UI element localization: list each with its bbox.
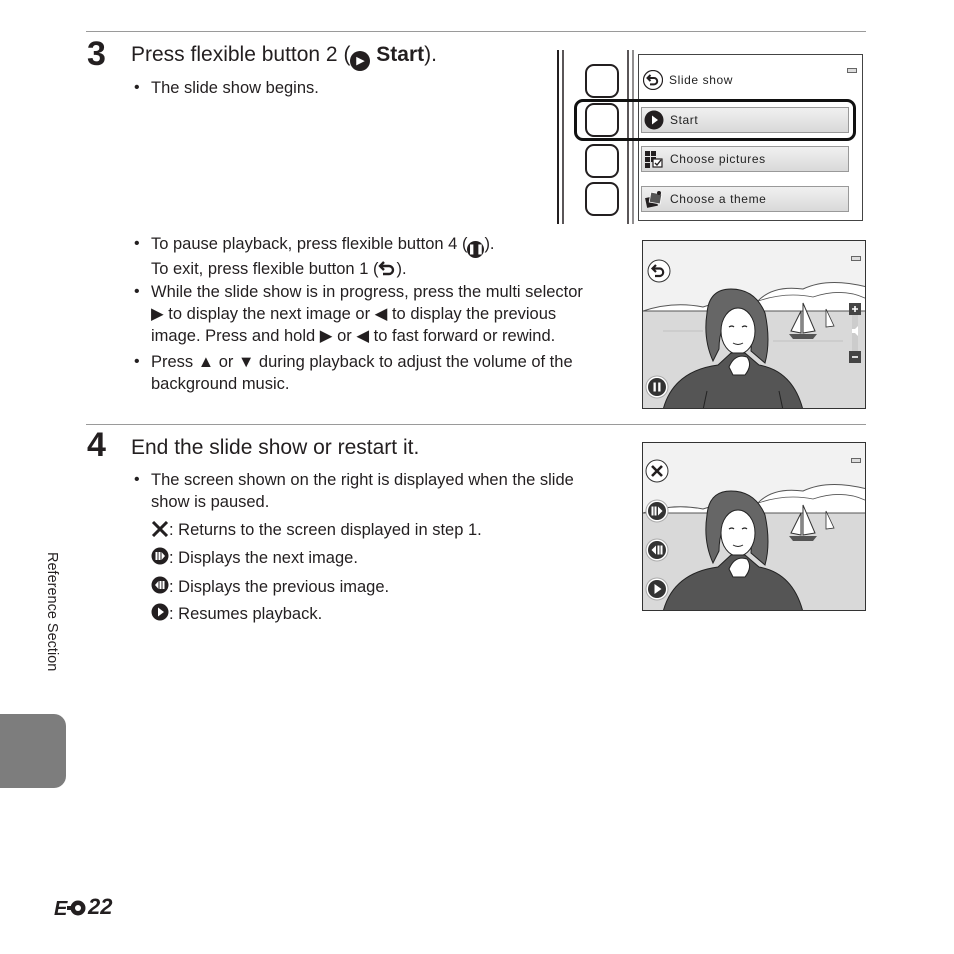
menu-title: Slide show	[669, 73, 734, 87]
step3-bullet-4: • Press ▲ or ▼ during playback to adjust the volume of the background music.	[134, 353, 573, 393]
section-tab	[0, 714, 66, 788]
step3-bullet-2: • To pause playback, press flexible button 4 (❚❚). To exit, press flexible button 1 ( ).	[134, 235, 495, 278]
return-icon	[643, 70, 663, 90]
volume-slider[interactable]	[848, 301, 862, 365]
menu-item-choose-pictures[interactable]: Choose pictures	[641, 146, 849, 172]
battery-icon	[851, 256, 861, 261]
down-arrow-icon: ▼	[237, 353, 255, 371]
up-arrow-icon: ▲	[197, 353, 215, 371]
step4-bullet-1: • The screen shown on the right is displayed when the slide show is paused.	[134, 471, 574, 511]
step4-number: 4	[87, 426, 106, 464]
play-icon[interactable]	[645, 577, 669, 601]
step4-title: End the slide show or restart it.	[131, 436, 420, 459]
step3-bullet-1: • The slide show begins.	[134, 79, 319, 97]
legend-prev: : Displays the previous image.	[151, 576, 389, 598]
photo-woman-sailboats	[643, 443, 866, 611]
menu-item-start[interactable]: Start	[641, 107, 849, 133]
legend-play: : Resumes playback.	[151, 603, 322, 625]
step3-bullet-3: • While the slide show is in progress, press the multi selector ▶ to display the next image or ◀ to display the previous image. Press and hold ▶ or ◀ to fast forward or rewind.	[134, 283, 583, 345]
next-image-icon[interactable]	[645, 499, 669, 523]
battery-icon	[851, 458, 861, 463]
pause-icon[interactable]	[645, 375, 669, 399]
page-number: E 22	[54, 894, 113, 919]
right-arrow-icon: ▶	[319, 327, 333, 345]
legend-close: : Returns to the screen displayed in step 1.	[151, 519, 482, 541]
right-arrow-icon: ▶	[151, 305, 164, 323]
next-image-icon	[151, 547, 169, 565]
previous-image-icon	[151, 576, 169, 594]
left-arrow-icon: ◀	[374, 305, 388, 323]
section-label: Reference Section	[44, 552, 60, 672]
flexible-button-4[interactable]	[585, 182, 619, 216]
close-icon	[151, 521, 169, 537]
step4-rule	[86, 424, 866, 425]
pause-icon: ❚❚	[467, 241, 484, 258]
play-icon: ▶	[350, 51, 370, 71]
theme-icon	[644, 189, 664, 209]
play-icon	[151, 603, 169, 621]
left-arrow-icon: ◀	[356, 327, 370, 345]
flexible-button-1[interactable]	[585, 64, 619, 98]
return-icon	[378, 260, 396, 276]
top-rule	[86, 31, 866, 32]
playback-screen	[642, 240, 866, 409]
paused-screen	[642, 442, 866, 611]
flexible-button-3[interactable]	[585, 144, 619, 178]
photo-woman-sailboats	[643, 241, 866, 409]
menu-item-choose-theme[interactable]: Choose a theme	[641, 186, 849, 212]
picture-grid-icon	[644, 149, 664, 169]
step3-number: 3	[87, 35, 106, 73]
close-icon[interactable]	[645, 459, 669, 483]
step3-title: Press flexible button 2 ( ▶ Start).	[131, 44, 437, 71]
svg-text:E: E	[54, 899, 68, 917]
return-icon[interactable]	[647, 259, 671, 283]
previous-image-icon[interactable]	[645, 538, 669, 562]
reference-e-icon	[54, 899, 88, 917]
menu-title-row	[641, 68, 849, 94]
legend-next: : Displays the next image.	[151, 547, 358, 569]
highlight-frame	[574, 99, 856, 141]
